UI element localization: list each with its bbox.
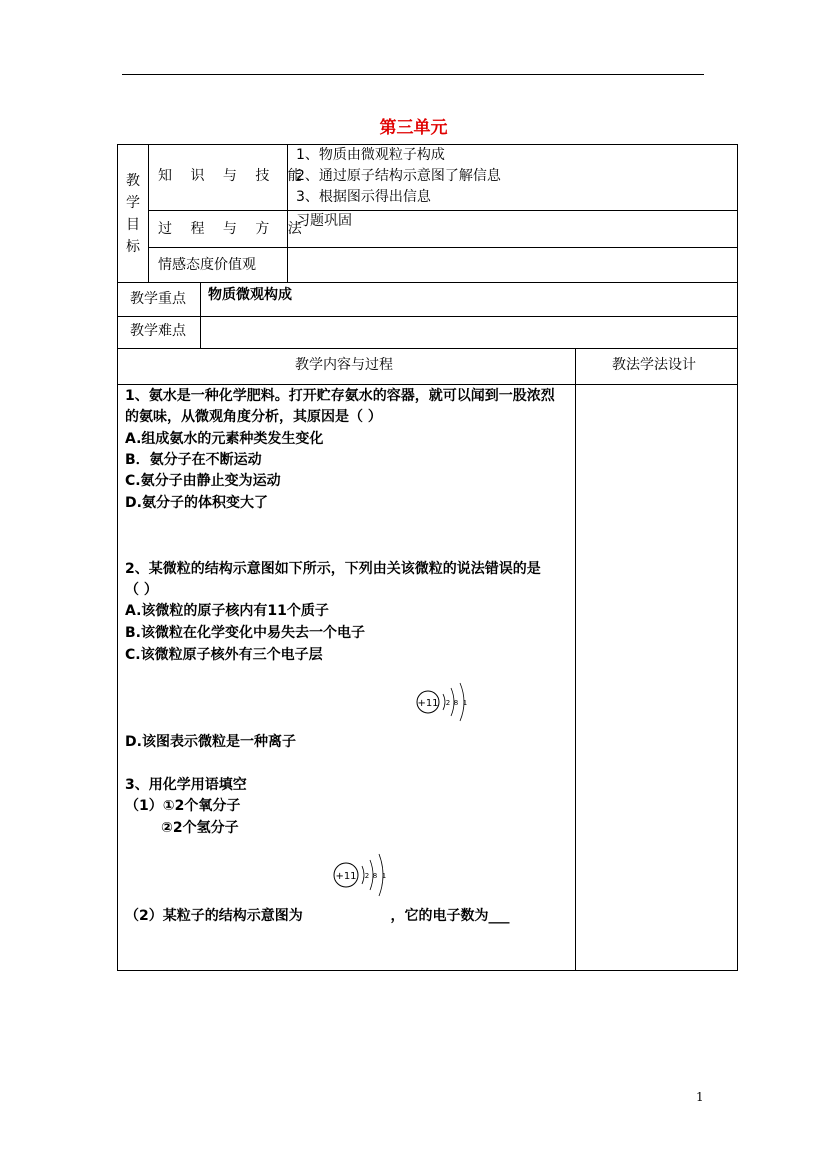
- svg-text:2: 2: [445, 699, 451, 707]
- content-header: 教学内容与过程: [295, 357, 393, 373]
- objective-label-process: 过 程 与 方 法: [158, 221, 309, 237]
- q1-option-a: A.组成氨水的元素种类发生变化: [125, 431, 324, 447]
- process-item-1: 习题巩固: [296, 213, 352, 229]
- q1-option-d: D.氨分子的体积变大了: [125, 495, 268, 511]
- page-number: 1: [696, 1090, 704, 1104]
- objective-label-knowledge: 知 识 与 技 能: [158, 168, 309, 184]
- objective-label-values: 情感态度价值观: [158, 257, 256, 273]
- knowledge-item-1: 1、物质由微观粒子构成: [296, 147, 445, 163]
- q2-option-b: B.该微粒在化学变化中易失去一个电子: [125, 625, 365, 641]
- q3-part1-a: （1）①2个氧分子: [125, 798, 241, 814]
- svg-text:8: 8: [372, 872, 378, 880]
- q3-part2: （2）某粒子的结构示意图为 ，它的电子数为___: [125, 908, 510, 924]
- focus-label: 教学重点: [130, 291, 186, 307]
- page-title: 第三单元: [379, 118, 448, 138]
- q3-stem: 3、用化学用语填空: [125, 777, 247, 793]
- q2-option-c: C.该微粒原子核外有三个电子层: [125, 647, 323, 663]
- q2-atomic-structure-diagram: [412, 680, 474, 724]
- knowledge-item-2: 2、通过原子结构示意图了解信息: [296, 168, 501, 184]
- q3-atomic-structure-diagram: [330, 851, 392, 899]
- method-header: 教法学法设计: [612, 357, 696, 373]
- objectives-group-label: 教学目标: [126, 173, 140, 255]
- q1-option-c: C.氨分子由静止变为运动: [125, 473, 281, 489]
- svg-text:1: 1: [381, 872, 387, 880]
- header-rule: [122, 74, 704, 75]
- knowledge-item-3: 3、根据图示得出信息: [296, 189, 431, 205]
- q2-option-d: D.该图表示微粒是一种离子: [125, 734, 296, 750]
- q1-option-b: B．氨分子在不断运动: [125, 452, 262, 468]
- svg-text:1: 1: [462, 699, 468, 707]
- q1-stem-line2: 的氨味，从微观角度分析，其原因是（ ）: [125, 409, 382, 425]
- svg-text:2: 2: [364, 872, 370, 880]
- q2-option-a: A.该微粒的原子核内有11个质子: [125, 603, 329, 619]
- focus-value: 物质微观构成: [208, 287, 292, 303]
- q3-part1-b: ②2个氢分子: [161, 820, 239, 836]
- q1-stem-line1: 1、氨水是一种化学肥料。打开贮存氨水的容器，就可以闻到一股浓烈: [125, 388, 555, 404]
- q3-nucleus-label: +11: [335, 871, 357, 882]
- q2-stem-line2: （ ）: [125, 582, 158, 598]
- q2-stem-line1: 2、某微粒的结构示意图如下所示，下列由关该微粒的说法错误的是: [125, 561, 541, 577]
- svg-text:8: 8: [453, 699, 459, 707]
- difficulty-label: 教学难点: [130, 323, 186, 339]
- q2-nucleus-label: +11: [417, 698, 439, 709]
